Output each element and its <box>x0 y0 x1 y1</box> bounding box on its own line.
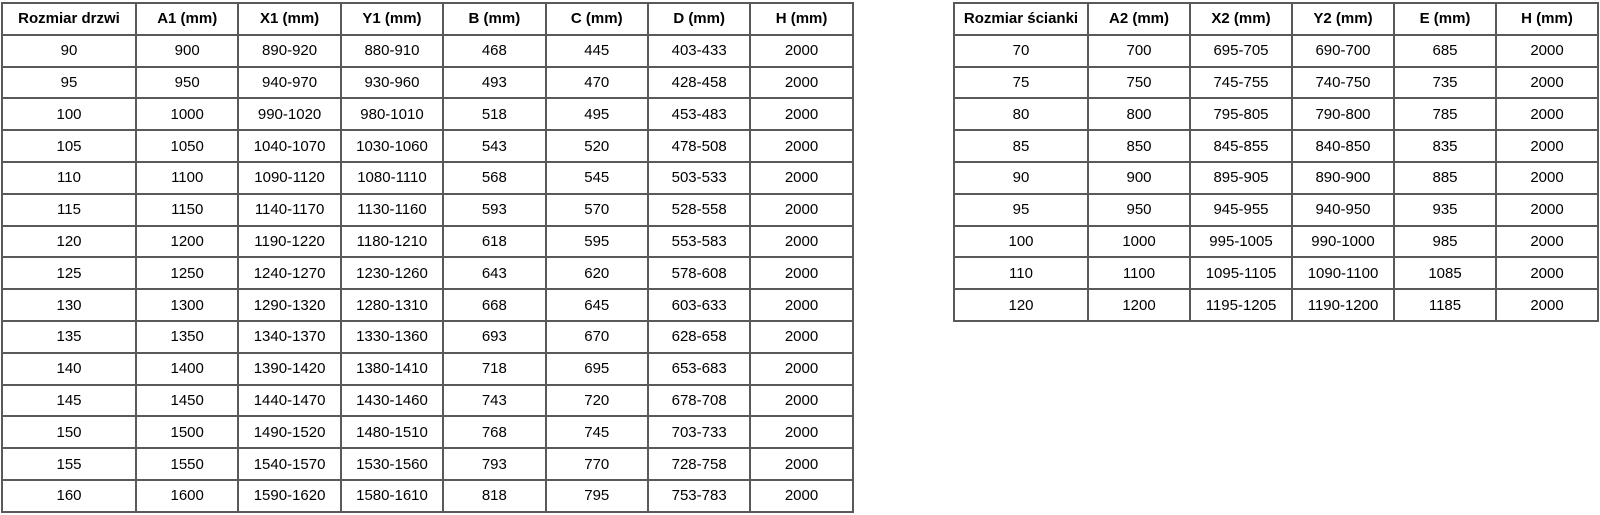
door_table-cell: 105 <box>2 130 136 162</box>
wall_table-header-1: A2 (mm) <box>1088 3 1190 35</box>
wall_table-cell: 690-700 <box>1292 35 1394 67</box>
wall_table-cell: 90 <box>954 162 1088 194</box>
door_table-cell: 1580-1610 <box>341 480 443 512</box>
door_table-cell: 618 <box>443 226 545 258</box>
table-row <box>954 162 1598 194</box>
table-row <box>2 480 853 512</box>
door_table-cell: 95 <box>2 67 136 99</box>
door_table-cell: 2000 <box>750 35 852 67</box>
wall_table-cell: 1085 <box>1394 257 1496 289</box>
table-row <box>954 98 1598 130</box>
wall_table-cell: 1185 <box>1394 289 1496 321</box>
table-row <box>954 257 1598 289</box>
wall_table-header-3: Y2 (mm) <box>1292 3 1394 35</box>
door_table-cell: 628-658 <box>648 321 750 353</box>
door_table-cell: 1380-1410 <box>341 353 443 385</box>
door_table-cell: 1480-1510 <box>341 416 443 448</box>
door_table-cell: 1300 <box>136 289 238 321</box>
door_table-cell: 520 <box>546 130 648 162</box>
door_table-cell: 145 <box>2 385 136 417</box>
wall_table-cell: 95 <box>954 194 1088 226</box>
door_table-cell: 2000 <box>750 130 852 162</box>
wall-table-header-row <box>954 3 1598 35</box>
wall_table-cell: 685 <box>1394 35 1496 67</box>
wall_table-cell: 1095-1105 <box>1190 257 1292 289</box>
wall_table-cell: 2000 <box>1496 289 1598 321</box>
door_table-cell: 770 <box>546 448 648 480</box>
wall_table-cell: 735 <box>1394 67 1496 99</box>
door_table-cell: 1240-1270 <box>238 257 340 289</box>
table-row <box>2 35 853 67</box>
wall_table-cell: 2000 <box>1496 67 1598 99</box>
door_table-cell: 1030-1060 <box>341 130 443 162</box>
door_table-cell: 453-483 <box>648 98 750 130</box>
door_table-cell: 1430-1460 <box>341 385 443 417</box>
table-row <box>2 289 853 321</box>
door_table-cell: 1290-1320 <box>238 289 340 321</box>
door_table-cell: 1140-1170 <box>238 194 340 226</box>
table-row <box>954 35 1598 67</box>
door_table-cell: 1440-1470 <box>238 385 340 417</box>
wall_table-cell: 985 <box>1394 226 1496 258</box>
door_table-cell: 160 <box>2 480 136 512</box>
wall_table-cell: 85 <box>954 130 1088 162</box>
door_table-cell: 980-1010 <box>341 98 443 130</box>
door_table-cell: 503-533 <box>648 162 750 194</box>
door_table-cell: 1490-1520 <box>238 416 340 448</box>
door_table-cell: 553-583 <box>648 226 750 258</box>
door_table-cell: 768 <box>443 416 545 448</box>
door_table-cell: 1600 <box>136 480 238 512</box>
wall_table-cell: 745-755 <box>1190 67 1292 99</box>
door_table-header-5: C (mm) <box>546 3 648 35</box>
door_table-cell: 1400 <box>136 353 238 385</box>
door_table-cell: 940-970 <box>238 67 340 99</box>
door_table-cell: 2000 <box>750 98 852 130</box>
door_table-cell: 1350 <box>136 321 238 353</box>
wall_table-cell: 945-955 <box>1190 194 1292 226</box>
door_table-cell: 135 <box>2 321 136 353</box>
door_table-cell: 2000 <box>750 194 852 226</box>
door_table-cell: 990-1020 <box>238 98 340 130</box>
door_table-cell: 2000 <box>750 480 852 512</box>
door_table-cell: 468 <box>443 35 545 67</box>
door_table-cell: 593 <box>443 194 545 226</box>
door_table-cell: 743 <box>443 385 545 417</box>
door_table-cell: 1230-1260 <box>341 257 443 289</box>
wall_table-cell: 75 <box>954 67 1088 99</box>
door_table-cell: 115 <box>2 194 136 226</box>
wall_table-cell: 120 <box>954 289 1088 321</box>
door_table-cell: 1090-1120 <box>238 162 340 194</box>
door_table-cell: 2000 <box>750 289 852 321</box>
door_table-header-2: X1 (mm) <box>238 3 340 35</box>
wall_table-cell: 890-900 <box>1292 162 1394 194</box>
door_table-cell: 950 <box>136 67 238 99</box>
door_table-cell: 110 <box>2 162 136 194</box>
door_table-cell: 2000 <box>750 67 852 99</box>
door_table-cell: 753-783 <box>648 480 750 512</box>
wall_table-cell: 840-850 <box>1292 130 1394 162</box>
door_table-cell: 1050 <box>136 130 238 162</box>
door_table-cell: 150 <box>2 416 136 448</box>
door_table-cell: 1200 <box>136 226 238 258</box>
table-row <box>2 353 853 385</box>
door_table-cell: 1330-1360 <box>341 321 443 353</box>
door_table-cell: 90 <box>2 35 136 67</box>
wall_table-cell: 1190-1200 <box>1292 289 1394 321</box>
wall_table-cell: 845-855 <box>1190 130 1292 162</box>
door_table-cell: 2000 <box>750 226 852 258</box>
door_table-cell: 403-433 <box>648 35 750 67</box>
door_table-cell: 695 <box>546 353 648 385</box>
door_table-cell: 125 <box>2 257 136 289</box>
door_table-cell: 1280-1310 <box>341 289 443 321</box>
door_table-cell: 470 <box>546 67 648 99</box>
door_table-cell: 1540-1570 <box>238 448 340 480</box>
wall_table-cell: 995-1005 <box>1190 226 1292 258</box>
wall_table-cell: 1195-1205 <box>1190 289 1292 321</box>
wall_table-cell: 695-705 <box>1190 35 1292 67</box>
wall_table-cell: 895-905 <box>1190 162 1292 194</box>
wall_table-cell: 885 <box>1394 162 1496 194</box>
wall_table-cell: 2000 <box>1496 194 1598 226</box>
door_table-cell: 2000 <box>750 416 852 448</box>
door_table-cell: 130 <box>2 289 136 321</box>
door_table-cell: 2000 <box>750 385 852 417</box>
wall_table-cell: 900 <box>1088 162 1190 194</box>
door_table-cell: 140 <box>2 353 136 385</box>
door_table-cell: 1250 <box>136 257 238 289</box>
door_table-cell: 100 <box>2 98 136 130</box>
table-row <box>2 130 853 162</box>
door_table-cell: 478-508 <box>648 130 750 162</box>
wall_table-cell: 2000 <box>1496 130 1598 162</box>
door_table-cell: 1340-1370 <box>238 321 340 353</box>
door_table-cell: 570 <box>546 194 648 226</box>
wall_table-cell: 1200 <box>1088 289 1190 321</box>
door_table-cell: 1190-1220 <box>238 226 340 258</box>
table-row <box>2 98 853 130</box>
table-row <box>2 385 853 417</box>
door_table-cell: 900 <box>136 35 238 67</box>
wall_table-cell: 990-1000 <box>1292 226 1394 258</box>
table-row <box>2 67 853 99</box>
table-row <box>954 194 1598 226</box>
table-row <box>2 194 853 226</box>
wall_table-cell: 750 <box>1088 67 1190 99</box>
table-row <box>2 448 853 480</box>
wall_table-header-0: Rozmiar ścianki <box>954 3 1088 35</box>
wall_table-cell: 700 <box>1088 35 1190 67</box>
door_table-cell: 645 <box>546 289 648 321</box>
table-row <box>2 321 853 353</box>
door_table-cell: 120 <box>2 226 136 258</box>
wall_table-cell: 70 <box>954 35 1088 67</box>
door_table-cell: 795 <box>546 480 648 512</box>
door_table-cell: 528-558 <box>648 194 750 226</box>
wall_table-cell: 1100 <box>1088 257 1190 289</box>
wall_table-cell: 110 <box>954 257 1088 289</box>
door_table-header-4: B (mm) <box>443 3 545 35</box>
wall_table-cell: 2000 <box>1496 35 1598 67</box>
door_table-cell: 1100 <box>136 162 238 194</box>
door_table-cell: 1450 <box>136 385 238 417</box>
door-table-header-row <box>2 3 853 35</box>
door_table-cell: 880-910 <box>341 35 443 67</box>
door_table-header-1: A1 (mm) <box>136 3 238 35</box>
table-row <box>2 416 853 448</box>
door_table-cell: 495 <box>546 98 648 130</box>
wall_table-cell: 790-800 <box>1292 98 1394 130</box>
wall_table-header-5: H (mm) <box>1496 3 1598 35</box>
door_table-cell: 595 <box>546 226 648 258</box>
wall_table-cell: 950 <box>1088 194 1190 226</box>
door_table-cell: 543 <box>443 130 545 162</box>
door_table-cell: 568 <box>443 162 545 194</box>
door_table-cell: 818 <box>443 480 545 512</box>
door_table-cell: 1390-1420 <box>238 353 340 385</box>
wall_table-cell: 2000 <box>1496 98 1598 130</box>
wall_table-cell: 2000 <box>1496 257 1598 289</box>
door_table-cell: 2000 <box>750 321 852 353</box>
wall-panel-size-table <box>953 2 1599 322</box>
door_table-cell: 1150 <box>136 194 238 226</box>
door_table-cell: 428-458 <box>648 67 750 99</box>
wall_table-cell: 1000 <box>1088 226 1190 258</box>
wall_table-cell: 740-750 <box>1292 67 1394 99</box>
door_table-cell: 1500 <box>136 416 238 448</box>
door_table-cell: 445 <box>546 35 648 67</box>
table-row <box>954 67 1598 99</box>
door_table-cell: 668 <box>443 289 545 321</box>
wall_table-cell: 785 <box>1394 98 1496 130</box>
door_table-cell: 643 <box>443 257 545 289</box>
door_table-cell: 890-920 <box>238 35 340 67</box>
wall_table-header-4: E (mm) <box>1394 3 1496 35</box>
door_table-cell: 718 <box>443 353 545 385</box>
door_table-cell: 720 <box>546 385 648 417</box>
door_table-cell: 2000 <box>750 162 852 194</box>
door_table-cell: 1130-1160 <box>341 194 443 226</box>
wall_table-cell: 800 <box>1088 98 1190 130</box>
door_table-cell: 703-733 <box>648 416 750 448</box>
door-size-table <box>1 2 854 513</box>
door_table-cell: 578-608 <box>648 257 750 289</box>
door_table-cell: 693 <box>443 321 545 353</box>
door_table-cell: 1180-1210 <box>341 226 443 258</box>
wall_table-cell: 80 <box>954 98 1088 130</box>
door_table-header-6: D (mm) <box>648 3 750 35</box>
door_table-header-0: Rozmiar drzwi <box>2 3 136 35</box>
wall_table-cell: 100 <box>954 226 1088 258</box>
table-row <box>2 257 853 289</box>
door_table-cell: 155 <box>2 448 136 480</box>
wall_table-cell: 835 <box>1394 130 1496 162</box>
door_table-cell: 653-683 <box>648 353 750 385</box>
door_table-cell: 745 <box>546 416 648 448</box>
door_table-cell: 2000 <box>750 257 852 289</box>
wall_table-cell: 850 <box>1088 130 1190 162</box>
door_table-cell: 1550 <box>136 448 238 480</box>
door_table-cell: 545 <box>546 162 648 194</box>
door_table-cell: 670 <box>546 321 648 353</box>
wall_table-header-2: X2 (mm) <box>1190 3 1292 35</box>
table-row <box>954 226 1598 258</box>
door_table-header-3: Y1 (mm) <box>341 3 443 35</box>
door_table-cell: 518 <box>443 98 545 130</box>
door_table-cell: 1590-1620 <box>238 480 340 512</box>
door_table-cell: 930-960 <box>341 67 443 99</box>
door_table-cell: 2000 <box>750 353 852 385</box>
door_table-cell: 728-758 <box>648 448 750 480</box>
door_table-cell: 678-708 <box>648 385 750 417</box>
door_table-cell: 793 <box>443 448 545 480</box>
door_table-cell: 493 <box>443 67 545 99</box>
wall_table-cell: 940-950 <box>1292 194 1394 226</box>
door_table-cell: 603-633 <box>648 289 750 321</box>
wall_table-cell: 935 <box>1394 194 1496 226</box>
table-row <box>2 226 853 258</box>
wall_table-cell: 2000 <box>1496 226 1598 258</box>
door_table-cell: 1040-1070 <box>238 130 340 162</box>
door_table-header-7: H (mm) <box>750 3 852 35</box>
table-row <box>954 130 1598 162</box>
table-row <box>954 289 1598 321</box>
wall_table-cell: 795-805 <box>1190 98 1292 130</box>
door_table-cell: 620 <box>546 257 648 289</box>
door_table-cell: 1080-1110 <box>341 162 443 194</box>
door_table-cell: 1000 <box>136 98 238 130</box>
door_table-cell: 1530-1560 <box>341 448 443 480</box>
table-row <box>2 162 853 194</box>
door_table-cell: 2000 <box>750 448 852 480</box>
wall_table-cell: 2000 <box>1496 162 1598 194</box>
wall_table-cell: 1090-1100 <box>1292 257 1394 289</box>
